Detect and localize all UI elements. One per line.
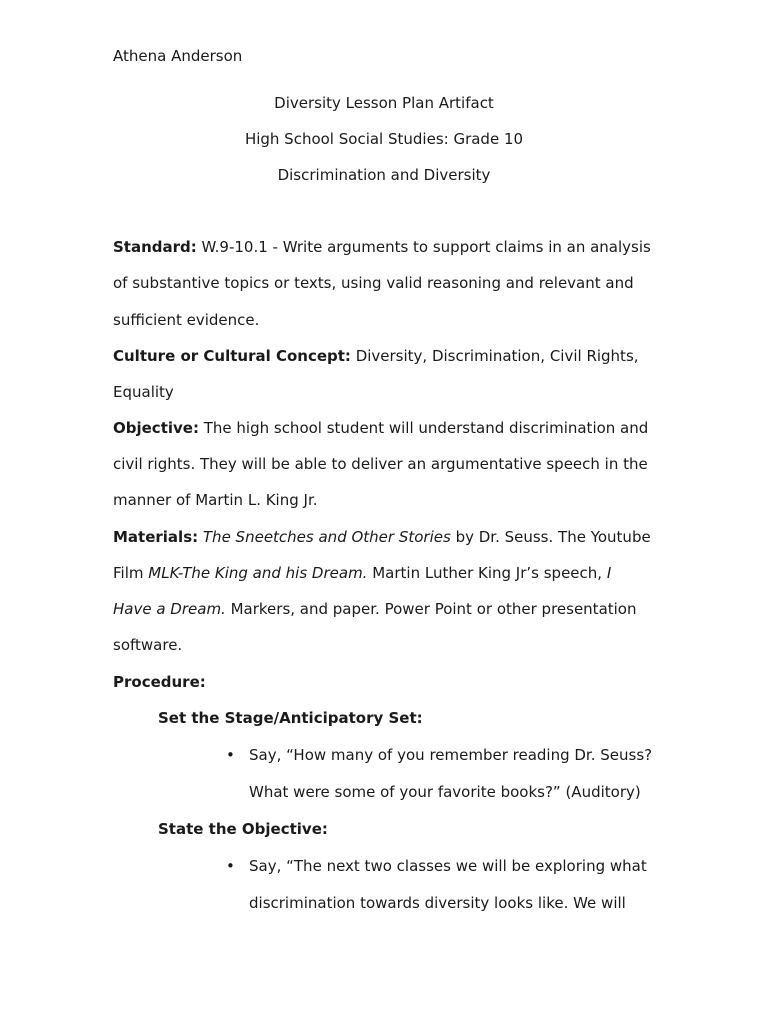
state-objective-heading xyxy=(158,819,328,839)
standard-line-3: sufficient evidence. xyxy=(113,311,260,329)
materials-film-title: MLK-The King and his Dream. xyxy=(148,564,368,582)
materials-text-3: Markers, and paper. Power Point or other presentation xyxy=(225,600,637,618)
procedure-label: Procedure: xyxy=(113,673,206,691)
standard-text: W.9-10.1 - Write arguments to support claims in an analysis xyxy=(196,238,651,256)
state-objective-label: State the Objective: xyxy=(158,820,328,838)
materials-text-2b: Martin Luther King Jr’s speech, xyxy=(367,564,607,582)
materials-line-1 xyxy=(113,527,651,547)
objective-line-3: manner of Martin L. King Jr. xyxy=(113,491,318,509)
author-name: Athena Anderson xyxy=(113,47,243,65)
materials-text-1: by Dr. Seuss. The Youtube xyxy=(450,528,651,546)
topic-subtitle: Discrimination and Diversity xyxy=(277,166,491,184)
set-stage-bullet-line-2: What were some of your favorite books?” (Auditory) xyxy=(249,783,641,801)
set-stage-bullet-line-1: Say, “How many of you remember reading Dr. Seuss? xyxy=(249,746,653,764)
objective-text: The high school student will understand discrimination and xyxy=(198,419,649,437)
standard-label: Standard: xyxy=(113,238,197,256)
culture-line-2: Equality xyxy=(113,383,174,401)
culture-line-1 xyxy=(113,346,639,366)
standard-line-2: of substantive topics or texts, using valid reasoning and relevant and xyxy=(113,274,634,292)
procedure-heading xyxy=(113,672,206,692)
materials-line-4: software. xyxy=(113,636,183,654)
objective-label: Objective: xyxy=(113,419,199,437)
state-objective-bullet-line-1: Say, “The next two classes we will be exploring what xyxy=(249,857,647,875)
objective-line-2: civil rights. They will be able to deliver an argumentative speech in the xyxy=(113,455,648,473)
culture-text: Diversity, Discrimination, Civil Rights, xyxy=(350,347,639,365)
culture-label: Culture or Cultural Concept: xyxy=(113,347,351,365)
materials-label: Materials: xyxy=(113,528,199,546)
materials-line-2 xyxy=(113,563,611,583)
state-objective-bullet-line-2: discrimination towards diversity looks like. We will xyxy=(249,894,626,912)
materials-book-title: The Sneetches and Other Stories xyxy=(198,528,451,546)
materials-speech-title-end: Have a Dream. xyxy=(113,600,226,618)
set-stage-heading xyxy=(158,708,423,728)
course-subtitle: High School Social Studies: Grade 10 xyxy=(244,130,524,148)
document-title: Diversity Lesson Plan Artifact xyxy=(274,94,494,112)
set-stage-label: Set the Stage/Anticipatory Set: xyxy=(158,709,423,727)
materials-line-3 xyxy=(113,599,637,619)
bullet-icon: • xyxy=(226,746,235,764)
materials-text-2a: Film xyxy=(113,564,149,582)
standard-line-1 xyxy=(113,237,651,257)
materials-speech-title-start: I xyxy=(606,564,612,582)
bullet-icon: • xyxy=(226,857,235,875)
objective-line-1 xyxy=(113,418,648,438)
